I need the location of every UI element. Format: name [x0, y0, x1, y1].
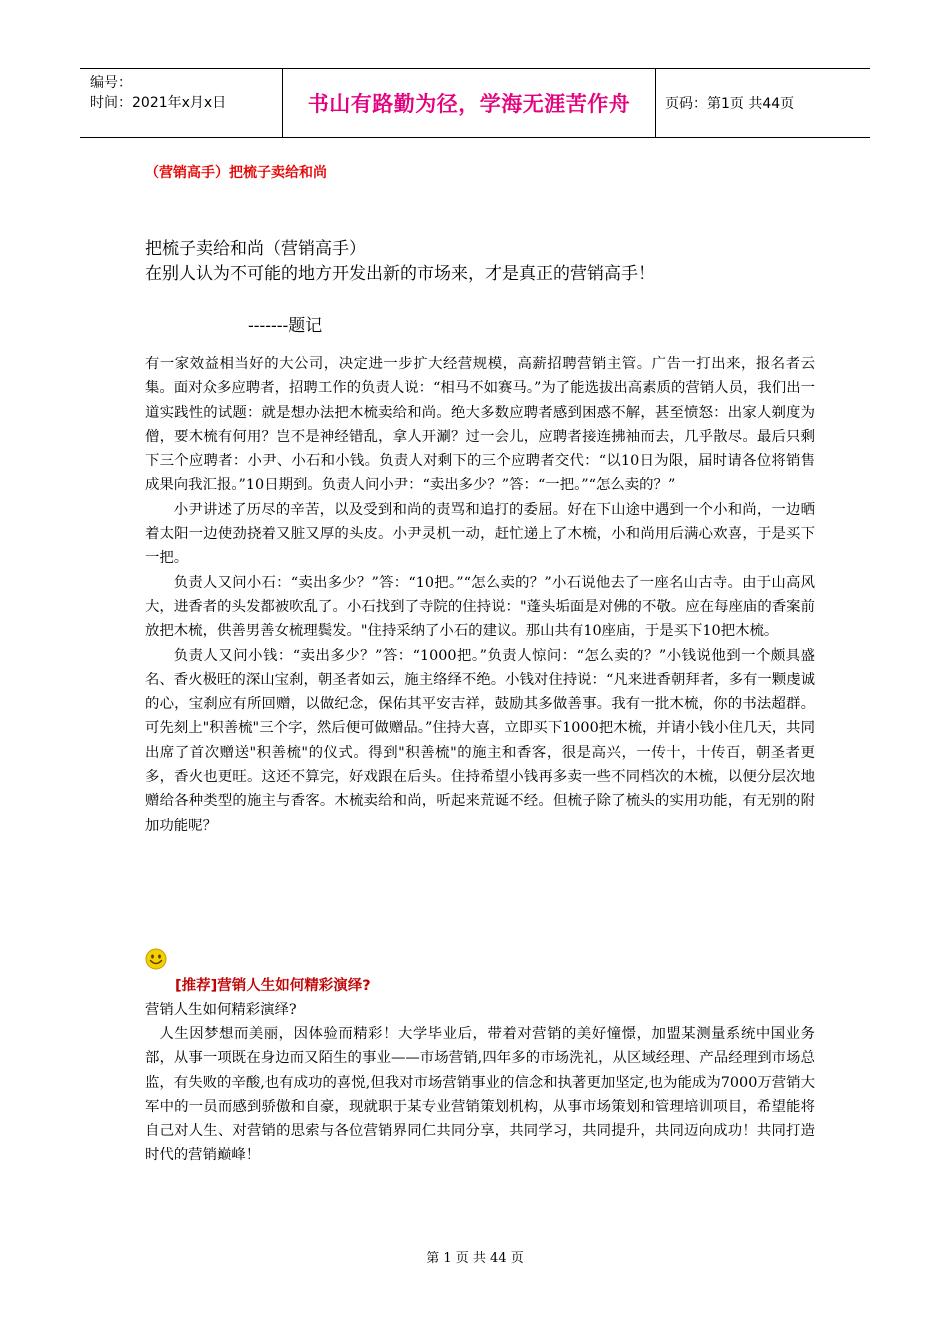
smiley-face-icon — [145, 948, 167, 970]
page-label: 页码：第1页 共44页 — [665, 96, 795, 112]
number-label: 编号： — [90, 75, 132, 91]
section-paragraph: 人生因梦想而美丽，因体验而精彩！大学毕业后，带着对营销的美好憧憬，加盟某测量系统中国业务部，从事一项既在身边而又陌生的事业——市场营销,四年多的市场洗礼，从区域经理、产品经理到市场总监，有失败的辛酸,也有成功的喜悦,但我对市场营销事业的信念和执著更加坚定,也为能成为7000万营销大军中的一员而感到骄傲和自豪，现就职于某专业营销策划机构，从事市场策划和管理培训项目，希望能将自己对人生、对营销的思索与各位营销界同仁共同分享，共同学习，共同提升，共同迈向成功！共同打造时代的营销巅峰！ — [145, 1026, 815, 1164]
header-motto-cell — [282, 69, 656, 137]
article-subtitle: 在别人认为不可能的地方开发出新的市场来，才是真正的营销高手！ — [145, 264, 655, 284]
header-left-cell — [80, 69, 282, 137]
document-red-title: （营销高手）把梳子卖给和尚 — [145, 165, 327, 181]
header-table — [80, 68, 870, 138]
motto-text: 书山有路勤为径，学海无涯苦作舟 — [307, 92, 631, 116]
section-body — [145, 1022, 815, 1168]
story-paragraph: 负责人又问小石：“卖出多少？”答：“10把。”“怎么卖的？”小石说他去了一座名山古寺。由于山高风大，进香者的头发都被吹乱了。小石找到了寺院的住持说："蓬头垢面是对佛的不敬。应在每座庙的香案前放把木梳，供善男善女梳理鬓发。"住持采纳了小石的建议。那山共有10座庙，于是买下10把木梳。 — [145, 574, 815, 640]
story-body — [145, 352, 815, 838]
section-title: 营销人生如何精彩演绎? — [145, 1002, 297, 1018]
inscription: -------题记 — [248, 316, 323, 336]
time-label: 时间：2021年x月x日 — [90, 95, 227, 111]
story-paragraph: 负责人又问小钱：“卖出多少？”答：“1000把。”负责人惊问：“怎么卖的？”小钱说他到一个颇具盛名、香火极旺的深山宝刹，朝圣者如云，施主络绎不绝。小钱对住持说：“凡来进香朝拜者，多有一颗虔诚的心，宝刹应有所回赠，以做纪念，保佑其平安吉祥，鼓励其多做善事。我有一批木梳，你的书法超群。可先刻上"积善梳"三个字，然后便可做赠品。”住持大喜，立即买下1000把木梳，并请小钱小住几天，共同出席了首次赠送"积善梳"的仪式。得到"积善梳"的施主和香客，很是高兴，一传十，十传百，朝圣者更多，香火也更旺。这还不算完，好戏跟在后头。住持希望小钱再多卖一些不同档次的木梳，以便分层次地赠给各种类型的施主与香客。木梳卖给和尚，听起来荒诞不经。但梳子除了梳头的实用功能，有无别的附加功能呢？ — [145, 647, 815, 834]
recommend-link[interactable]: [推荐]营销人生如何精彩演绎? — [175, 978, 371, 994]
article-title: 把梳子卖给和尚（营销高手） — [145, 239, 366, 259]
header-page-cell — [655, 69, 870, 137]
story-paragraph: 小尹讲述了历尽的辛苦，以及受到和尚的责骂和追打的委屈。好在下山途中遇到一个小和尚，一边晒着太阳一边使劲挠着又脏又厚的头皮。小尹灵机一动，赶忙递上了木梳，小和尚用后满心欢喜，于是买下一把。 — [145, 501, 815, 567]
page-footer: 第 1 页 共 44 页 — [426, 1251, 524, 1266]
story-paragraph: 有一家效益相当好的大公司，决定进一步扩大经营规模，高薪招聘营销主管。广告一打出来，报名者云集。面对众多应聘者，招聘工作的负责人说：“相马不如赛马。”为了能选拔出高素质的营销人员，我们出一道实践性的试题：就是想办法把木梳卖给和尚。绝大多数应聘者感到困惑不解，甚至愤怒：出家人剃度为僧，要木梳有何用？岂不是神经错乱，拿人开涮？过一会儿，应聘者接连拂袖而去，几乎散尽。最后只剩下三个应聘者：小尹、小石和小钱。负责人对剩下的三个应聘者交代：“以10日为限，届时请各位将销售成果向我汇报。”10日期到。负责人问小尹：“卖出多少？”答：“一把。”“怎么卖的？” — [145, 356, 815, 494]
